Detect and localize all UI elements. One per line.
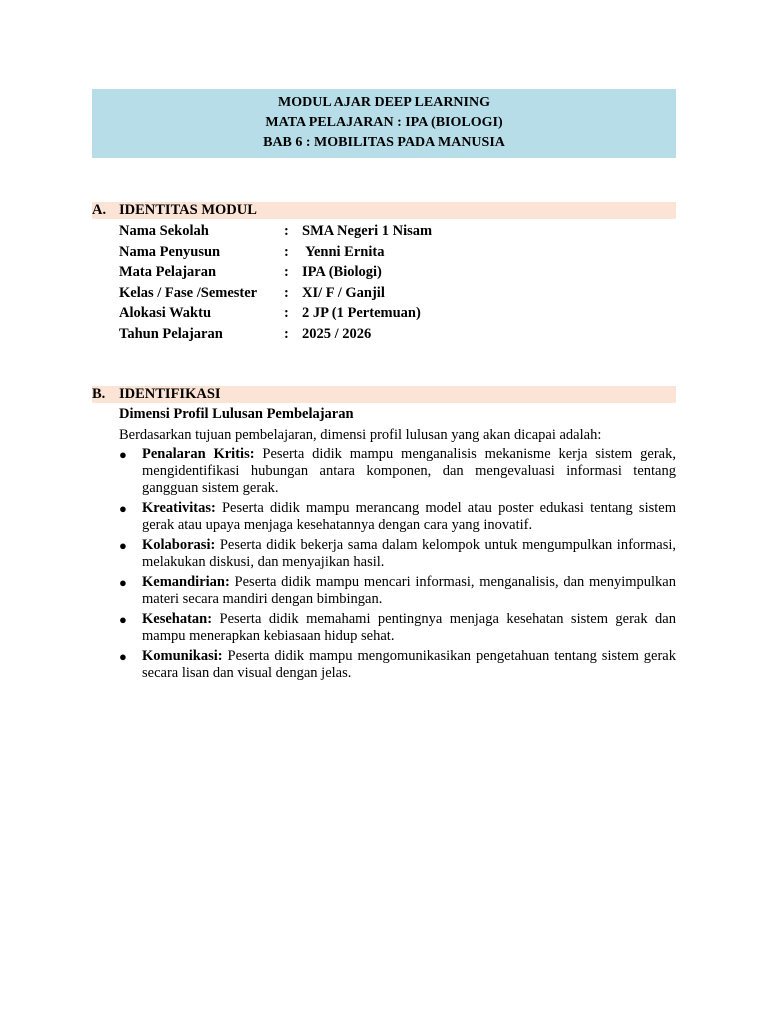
identity-value: XI/ F / Ganjil [302, 284, 385, 301]
document-title-box [92, 89, 676, 158]
list-item-term: Kolaborasi: [142, 537, 216, 553]
bullet-icon: ● [119, 612, 127, 627]
identity-value: SMA Negeri 1 Nisam [302, 223, 433, 239]
list-item-text: Peserta didik memahami pentingnya menjaga kesehatan sistem gerak dan mampu menerapkan kebiasaan hidup sehat. [142, 611, 676, 644]
bullet-icon: ● [119, 538, 127, 553]
list-item-text: Peserta didik mampu merancang model atau poster edukasi tentang sistem gerak atau upaya menjaga kesehatannya dengan cara yang inovatif. [142, 500, 676, 533]
bullet-icon: ● [119, 501, 127, 516]
identity-colon: : [284, 284, 289, 301]
list-item-text: Peserta didik mampu menganalisis mekanisme kerja sistem gerak, mengidentifikasi hubungan antara komponen, dan mengevaluasi informasi tentang gangguan sistem gerak. [142, 446, 676, 496]
list-item [119, 648, 676, 682]
graduate-profile-intro: Berdasarkan tujuan pembelajaran, dimensi profil lulusan yang akan dicapai adalah: [119, 427, 602, 443]
title-line-1: MODUL AJAR DEEP LEARNING [278, 95, 490, 110]
identity-label: Nama Sekolah [119, 223, 209, 239]
identity-value: IPA (Biologi) [302, 264, 382, 280]
identity-label: Tahun Pelajaran [119, 325, 223, 342]
list-item-term: Kemandirian: [142, 574, 230, 590]
identity-colon: : [284, 325, 289, 342]
identity-value: Yenni Ernita [302, 243, 385, 260]
section-b-letter: B. [92, 386, 106, 402]
section-b-heading [92, 386, 676, 403]
section-a-title: IDENTITAS MODUL [119, 202, 257, 218]
list-item-term: Kesehatan: [142, 611, 213, 627]
section-a-letter: A. [92, 202, 107, 218]
list-item [119, 500, 676, 534]
list-item [119, 611, 676, 645]
bullet-icon: ● [119, 575, 127, 590]
list-item-text: Peserta didik mampu mengomunikasikan pengetahuan tentang sistem gerak secara lisan dan visual dengan jelas. [142, 648, 676, 681]
list-item-term: Komunikasi: [142, 648, 223, 664]
identity-colon: : [284, 305, 289, 321]
identity-value: 2025 / 2026 [302, 325, 372, 342]
graduate-profile-subheading: Dimensi Profil Lulusan Pembelajaran [119, 406, 354, 422]
bullet-icon: ● [119, 447, 127, 462]
title-line-2: MATA PELAJARAN : IPA (BIOLOGI) [265, 115, 503, 130]
identity-label: Kelas / Fase /Semester [119, 284, 258, 301]
list-item-text: Peserta didik mampu mencari informasi, menganalisis, dan menyimpulkan materi secara mandiri dengan bimbingan. [142, 574, 676, 607]
section-a-heading [92, 202, 676, 219]
list-item-text: Peserta didik bekerja sama dalam kelompok untuk mengumpulkan informasi, melakukan diskusi, dan menyajikan hasil. [142, 537, 676, 570]
identity-colon: : [284, 243, 289, 260]
identity-colon: : [284, 223, 289, 239]
identity-label: Mata Pelajaran [119, 264, 217, 280]
list-item [119, 537, 676, 571]
identity-colon: : [284, 264, 289, 280]
identity-label: Alokasi Waktu [119, 305, 212, 321]
section-b-title: IDENTIFIKASI [119, 386, 221, 402]
list-item [119, 446, 676, 497]
list-item [119, 574, 676, 608]
graduate-profile-list [119, 446, 676, 685]
identity-label: Nama Penyusun [119, 243, 221, 260]
identity-value: 2 JP (1 Pertemuan) [302, 305, 421, 321]
title-line-3: BAB 6 : MOBILITAS PADA MANUSIA [263, 135, 505, 150]
list-item-term: Penalaran Kritis: [142, 446, 255, 462]
bullet-icon: ● [119, 649, 127, 664]
list-item-term: Kreativitas: [142, 500, 216, 516]
